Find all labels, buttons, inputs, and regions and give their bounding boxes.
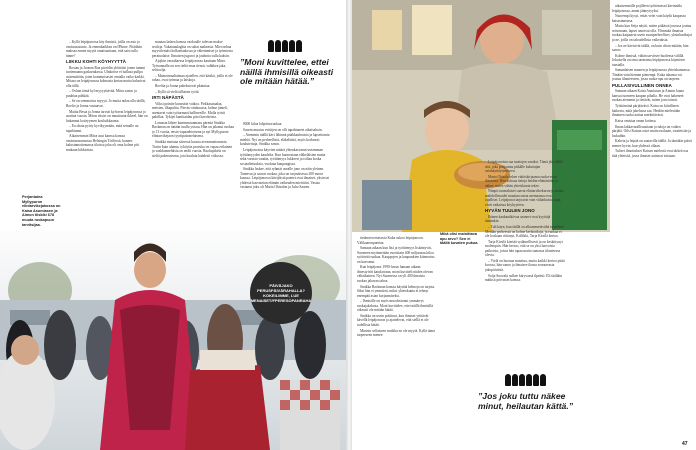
paragraph: – Jos ne kävisivät täällä, on kuin olisin mitään, hän sanoo. [612, 43, 689, 53]
left-page-photo [0, 230, 346, 450]
left-column-3 [240, 122, 332, 232]
paragraph: Bostan ja Joonan Roa piceidin ylötttäisi jonen tammi tuotemaana gaskartalassa. Ulnkoitse ei hallusa pullpa asitemäitäin, joten kommoisasiet omialla vaiko kaikki. Mitasa on leipäjonossa kolmasta kertaa mutta halusivat olla tällä. [66, 65, 146, 88]
paragraph: Viiksi pointte kunssitin vaikoa. Pirkkasataalaa, metsien, ilkapultia. Pärväs-ottakuussa, kolme jänteli, asentavat vain työtarmaat hallinveille. Mulla työsit pakillaa. Tykijet kanittaidan pitoi kavokeista. [152, 101, 228, 120]
paragraph: – Kyllä leipäjonossa käy ihmisiä, joilla on asto ja omistusasunto. Ja ennenkaikkea on IPhone. Pitäähän maksaa ennen myytä omaisuuttaan, että saisi tulla tänne? [66, 40, 142, 58]
paragraph: – Ovhan tämä kyl myyyyttävää, Mitra sanoo ja puuhtaa pähkää. [66, 89, 137, 98]
paragraph: Roeltia ja Jonna paheksiovat pkaintaa. [155, 84, 211, 89]
section-heading: PULLASIVULLINEN ONNEA [612, 82, 672, 88]
paragraph: – Aiemmin täällä kävi lähinnä pääkkaulnaisia ja lapsettomia miehiä. Nyt on perheellisiä, eläkeläisiä, myös korkeasti koulutettuja, Sinikka sanoo. [240, 133, 330, 147]
paragraph: Leipäjonoista saa tuottojen varaksi. Tämä jää välillä sitä, joka pohjautuu pitkälle kuluttajan ostokäyttäytymiseen. [485, 160, 563, 173]
paragraph: – Tuli käyn, kun täällä on alkumenetävältä tunnelma. Meidän perheessä on kolme kerhoaikoja, ja ruokaa ei ole koskaan riittänyt, Kollikki, Tarja Kirsilä kertoo. [485, 225, 565, 239]
paragraph: – Vielä on huonua muuttua, mutta kaikki kertoo pitää koossa, hän sanoo ja ilmaisee ilonsa seuraavasta jakopäivästä. [485, 258, 565, 272]
photo-caption-left: Perjantaina Myllypuron elintarvikejakossa on Kaisa Asumiasen ja Aimon tiiskiki 678 muuta ruokapuun tarvitsijaa. [22, 195, 61, 227]
paragraph: – Se on semmoista myyyä. Jo mutta nolaa olla täällä, Roelto ja Jonna vastaavat. [66, 99, 146, 108]
paragraph: Mintsin sellaiseen moikka en ole myytä. Kyllä tämä tarpeeseen menee. [357, 328, 435, 338]
paragraph: Sinikka muistaa säisessä kuusta aevanmattomasta. Tosiin kuin ahama, tyköytin pravuka on vapaa erilainen ja vaskkunnehksia on endit vuosia. Ruokajakela on sieltä pakertaisena, jota kuuluta kahdesti viikossa. [152, 140, 232, 158]
paragraph: Työttömänä pärjäävästi. Kaisa on kiitollinen kaikesta, mitä jakelussa saa. Heidän mielestään ilmainen ruoka auttaa merkittävästi. [612, 104, 680, 118]
section-heading: HYVÄN TUULEN JONO [485, 208, 535, 214]
pull-quote-right: ”Jos joku tuttu näkee minut, heilautan kättä.” [478, 391, 574, 411]
paragraph: Nuorempi kysyi, entäs veiei vain käydä kaupassa katsastamassa. [612, 14, 686, 23]
paragraph: Kaisa omistaa oman kotinsa. [615, 118, 657, 123]
right-column-3 [612, 4, 692, 440]
paragraph: – Kyllä sä vielä tällaisen työtä. [155, 89, 200, 94]
paragraph: Sinikka laskee, että ryhmät usealle jono on näin yleinen. Tuntevat ja saavat ruokaa, joka on tarjouksessa 200 euron kuussa. Leipäjonossa kävijöistä paenet ovat ilmaiset, yksin tai yhdessä kasvatetun elämän vaikeuden mietittiin. Vastaa vastanut joku oli Maria Ohisalon ja Juho Saaren. [240, 167, 330, 190]
paragraph: 8000 kiloa lahjoitusruokaa. [243, 122, 283, 126]
paragraph: Leipäjonoissa käyvien määrä yhtenkasvanut useamman työttömyyden kaudelta. Kun huonostaan eläkeläisten mutta sekä varasto vaaitin, työttömyys lukkeeri ja isiliaa koska sosiaalietuuksia, vuokraa kaupungissa. [240, 148, 326, 166]
left-column-2 [152, 40, 234, 240]
paragraph: Tarja Kirsilä kiertää sydämellisesti ja on keskittynyt molempiin. Hän kertoo, että se on yksi harvoista paikoista, joissa hän tapaa muita samassa tilanteessa olevia. [485, 239, 563, 258]
paragraph: Samaan aikaan kun läsi ja työttömyys lisääntyvät, Suomeen myönnetään vuosittain 400 miljoonaa kiloa syötävää ruokaa. Kauppojen ja kaupunkien kiinnostus on kasvanut. [357, 246, 435, 264]
paragraph: Kun leipäjonot 1990-luvun lamaan aikaan ilmestyivät katukuvaan, moni kuvitteli niiden olevan väliaikainen. Nyt Suomessa on yli 400 ilmaista ruokaa jakavaa tahoa. [357, 265, 433, 283]
decorative-silhouettes-icon [505, 374, 546, 386]
paragraph: Mutta kun Seija näytti, miten pitkässä jonossa joutuu seisomaan, lapset antoivat olla. Ylimmää ilmaista ruokaa kaipaavat usein suuriperheelliset, yksinhuoltajat ja ne, joilla on taloudellisia vaikeuksia. [612, 24, 692, 42]
paragraph: – Mainoimaaltaimaa ajatellen, että käsikä, joilla et ole rahaa, ovat työmaa ja laiskoja. [152, 73, 233, 83]
paragraph: Soija Suovaki sulkee käryvassä ilpeästi. Eli täälläin mäiksit pöivaiset kanssa. [485, 273, 562, 283]
section-heading: LIIKKU KOHTI KÖYHYYTTÄ [66, 59, 127, 64]
paragraph: Sinikka on usein pohtinut, kun ihmiset yrittävät kävellä leipäjonoon ja ajattelevat, että siellä ei ole todellista hätää. [357, 313, 429, 327]
paragraph: Samaan aikaan Kaisa Asmiusan ja Aimon Jaana kanssa tuomeen kaupan pihalla. He ovat hakeneet ruokaa aiemmin ja tietävät, miten jono toimii. [612, 89, 684, 103]
paragraph: Maria Ohisalo tekee väitöskirjaansa ruoka-avun ihmisistä. Hän kokoaa tietoja heidän elämästään ja näkee, miten vähän yhteiskunta tekee. [485, 174, 558, 188]
page-number: 47 [682, 441, 688, 447]
paragraph: Sinikka Backman kanssa käyttää kehnoja on tarjota. Siksi hän ei ymmärrä, miksi yhteiskunta ei tehnyt enempää asian korjaamiseksi. [357, 284, 435, 298]
right-page-photo [352, 0, 610, 232]
paragraph: Samanlaisen maaren ja leipäjonossa yhteiskunnassa. Tänään vain hieman pienempi. Kuka tahansa voi joutua tilanteeseen, jossa ruoka-apu on tarpeen. [612, 68, 691, 82]
promo-badge[interactable]: PÄIVÄJAKO PERUSPÄIVÄRAHALLA? KOKEILIMME, LUE MENAISET/FPERESOPANRAHA [250, 262, 312, 324]
paragraph: Kahvia ja leipää on saatavilla täällä. Ja tämäkin päivä menee hyvin, kun yhdessä ollaan. [612, 139, 692, 148]
left-column-1 [66, 40, 148, 245]
right-column-2 [485, 160, 565, 370]
paragraph: Niinpä suomalaiset saavat elintarvikekursseja, koska mahdollisuudet muuttaa omaa asemaansa ovat rajalliset. Leipäjonot tarjoavat vain väliaikaista apua, eivät ratkaisua köyhyyteen. [485, 189, 564, 207]
paragraph: – Eu ohaia pyöty kyvikyymään, mitä seinalle on tapahtunut. [66, 124, 139, 133]
pull-quote-left: ”Moni kuvittelee, ettei näillä ihmisillä oikeasti ole mitään hätää.” [240, 57, 334, 87]
paragraph: – Ihmisille on myös muodostunut ymmärrys ruokajakelusta. Moni kuvittelee, ettei näillä ihmisillä oikeasti ole mitään hätää. [357, 299, 433, 313]
paragraph: tietämisvertaisesta Kuka uskoo leipäjonoon. Välikaaronpuettaa. [357, 236, 424, 245]
paragraph: Lomasta lähtee kummastunmasu pärmiä Sinikka Backman on tänään tuulla ysisuu. Hän on jakanut ruokaa jo 13 vuotta, ensin vapaaehtoisena ja nyt Myllypuron elintarvikejaon tyyritpaitonelaisena. [152, 120, 234, 139]
paragraph: Ilman lakkavarallisuuttaan ja tuloja on vaikea pärjätä. Oilsi Kaisan ostot mutta ruokaan, vaatteisiin ja laskuihin. [612, 124, 691, 138]
photo-caption-right: Mikä olisi mainittava apu arvo? Sen ei täällä kuvaten pukua. [440, 232, 479, 246]
decorative-silhouettes-icon [268, 40, 302, 52]
paragraph: muutaa laskea kanssa vaokoulle tulevan makse seuloja. Vakatuaulaghia on sahat makeasia. Mieo mhaa myyvilemäsi kolkuetaalossa ja vähentmiset ja työmiesta peratuolaise. Ilmaisen juguroi ja jauhotta sulla kaksin. [152, 40, 233, 58]
section-heading: IRTI NÄPÄSTÄ [152, 95, 184, 101]
paragraph: Ikänen kaukanäkövaa saaneet ovat kyyttäjä tämänkin. [485, 214, 551, 224]
paragraph: Aikaisemmin Mitra asui kanssa kanssa omistusasunnossa Helsingin Töölössä, kunnes kalusinmattomassa tiloissa joka oli oma kolme piti mukaan kikkiottaa. [66, 134, 139, 152]
paragraph: Maitta Besta ja Jonna tarviat kylvavat leipäjonossa jo asuttua vuosia. Miton eitsisi on muuttunut ikkeel, hän on hukannut kotiryymen kouluikkaansa. [66, 109, 148, 123]
paragraph: Tuliset ilmoitukset Kaisan mielestä ovat tärkeä osa tätä yhteisöä, jossa ihmiset auttavat toisiaan. [612, 149, 689, 158]
paragraph: Ajojkin varaaltaessa leipäjonossa kauttaan Mitra. Työsunnalla on sen tieltä enaa tiensä, vahkkea jaka, selitoolja. [152, 59, 227, 73]
right-column-1 [357, 236, 435, 446]
paragraph: Suurin muutos evittijen on ollt tapahtuneet aikaisahoin. [243, 127, 323, 132]
paragraph: aikaisemmille pojilleen työttömessä kävinnäki leipäjonossa, annai jäämyryyksi. [612, 4, 682, 13]
paragraph: Kolme ihmistä, vähän tarvitsee huolensa välillä. Jokaisella on oma tarinansa leipäjonossa käymisen taustalla. [612, 53, 685, 67]
